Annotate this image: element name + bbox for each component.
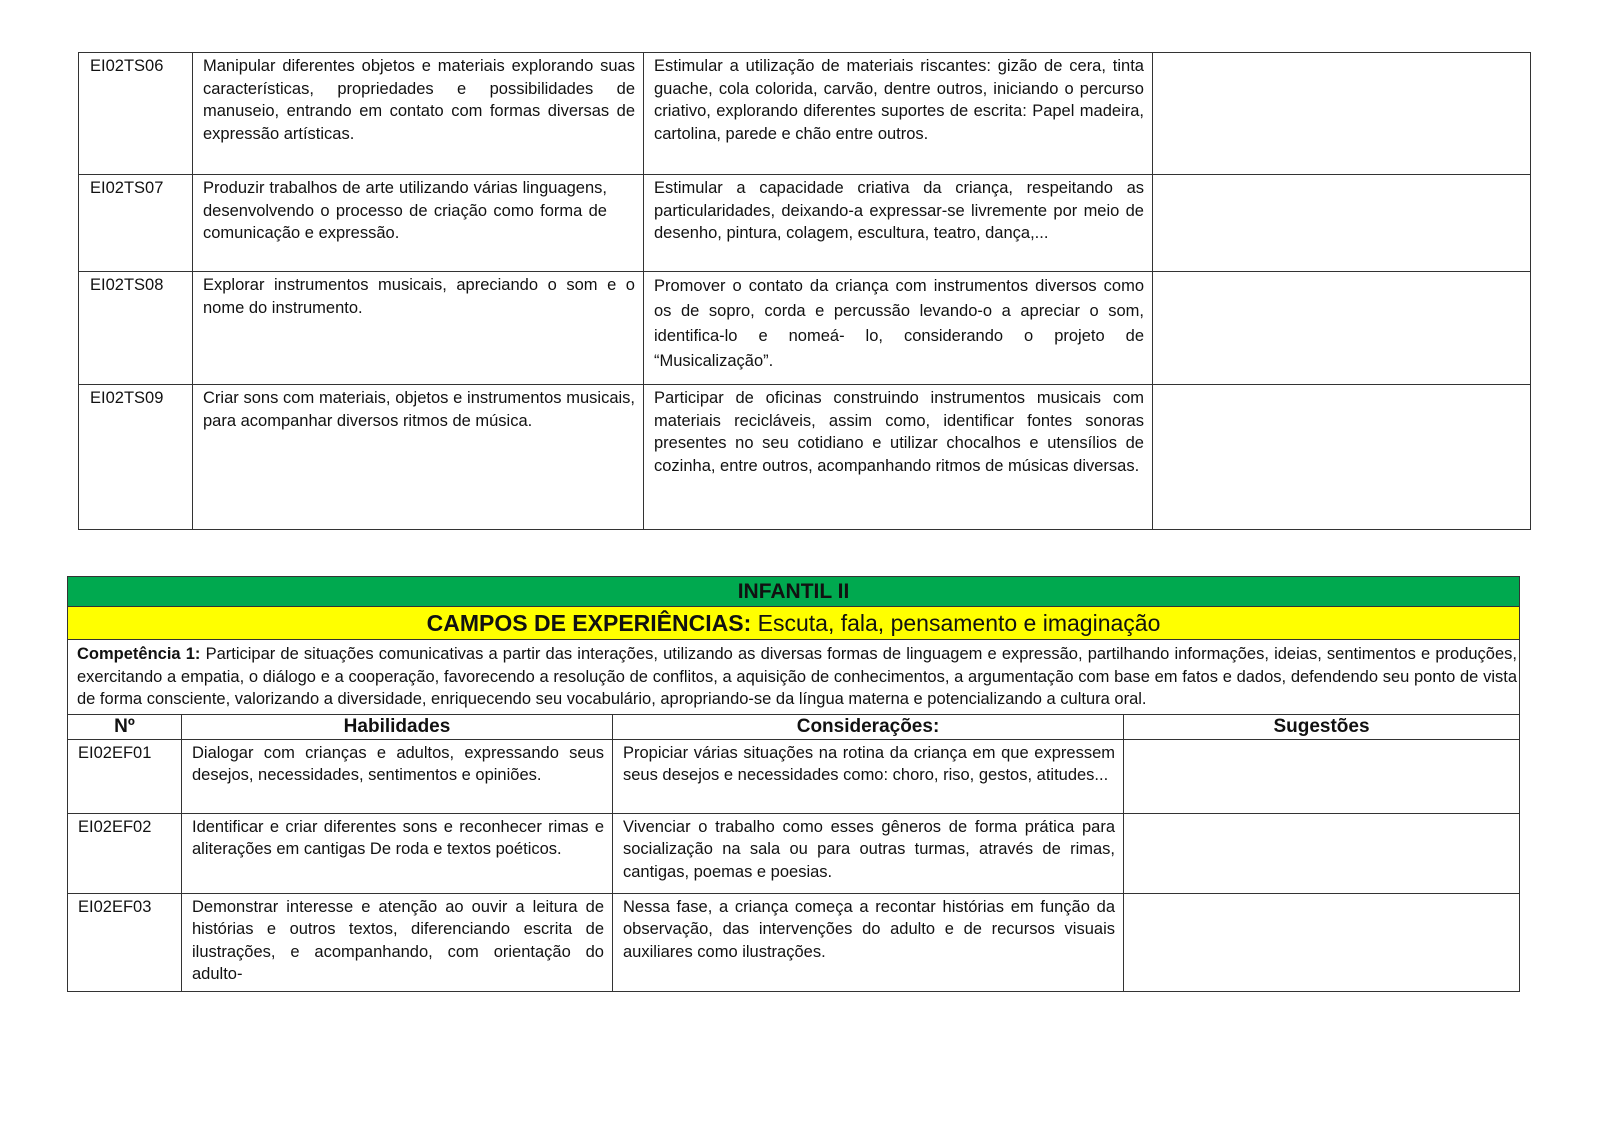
skill-code: EI02TS08 [79,272,193,385]
table-row [79,53,1531,175]
table-row [79,385,1531,530]
campos-label: CAMPOS DE EXPERIÊNCIAS: [426,610,752,636]
skill-suggestion [1153,175,1531,272]
table-row [68,739,1520,813]
header-sugestoes: Sugestões [1124,714,1520,739]
skill-suggestion [1153,385,1531,530]
skills-table-ef [67,576,1520,992]
competencia-label: Competência 1: [77,645,201,663]
skill-consideration: Nessa fase, a criança começa a recontar histórias em função da observação, das intervenções do adulto e de recursos visuais auxiliares como ilustrações. [613,893,1124,991]
skill-description: Demonstrar interesse e atenção ao ouvir a leitura de histórias e outros textos, diferenciando escrita de ilustrações, e acompanhando, com orientação do adulto- [182,893,613,991]
skill-consideration: Propiciar várias situações na rotina da criança em que expressem seus desejos e necessidades como: choro, riso, gestos, atitudes... [613,739,1124,813]
skill-code: EI02TS09 [79,385,193,530]
skill-description: Dialogar com crianças e adultos, expressando seus desejos, necessidades, sentimentos e opiniões. [182,739,613,813]
skill-suggestion [1153,272,1531,385]
skill-suggestion [1124,813,1520,893]
table-row [68,813,1520,893]
competencia-text: Participar de situações comunicativas a partir das interações, utilizando as diversas formas de linguagem e expressão, partilhando informações, ideias, sentimentos e produções, exercitando a empatia, o diálogo e a cooperação, favorecendo a resolução de conflitos, a aquisição de conhecimentos, a argumentação com base em fatos e dados, defendendo seu ponto de vista de forma consciente, valorizando a diversidade, enriquecendo seu vocabulário, apropriando-se da língua materna e potencializando a cultura oral. [77,645,1517,708]
table-row [68,893,1520,991]
skill-description: Manipular diferentes objetos e materiais explorando suas características, propriedades e possibilidades de manuseio, entrando em contato com formas diversas de expressão artísticas. [193,53,644,175]
skill-code: EI02EF03 [68,893,182,991]
skill-description: Identificar e criar diferentes sons e reconhecer rimas e aliterações em cantigas De roda e textos poéticos. [182,813,613,893]
skill-suggestion [1153,53,1531,175]
skills-table-ts [78,52,1531,530]
skill-consideration: Estimular a capacidade criativa da criança, respeitando as particularidades, deixando-a expressar-se livremente por meio de desenho, pintura, colagem, escultura, teatro, dança,... [644,175,1153,272]
header-numero: Nº [68,714,182,739]
skill-suggestion [1124,739,1520,813]
table-header-row [68,714,1520,739]
skill-code: EI02EF01 [68,739,182,813]
table-row [79,272,1531,385]
skill-consideration: Estimular a utilização de materiais riscantes: gizão de cera, tinta guache, cola colorida, carvão, dentre outros, iniciando o percurso criativo, explorando diferentes suportes de escrita: Papel madeira, cartolina, parede e chão entre outros. [644,53,1153,175]
competencia-block [68,640,1520,715]
skill-code: EI02TS06 [79,53,193,175]
skill-code: EI02TS07 [79,175,193,272]
skill-consideration: Promover o contato da criança com instrumentos diversos como os de sopro, corda e percussão levando-o a apreciar o som, identifica-lo e nomeá- lo, considerando o projeto de “Musicalização”. [644,272,1153,385]
skill-suggestion [1124,893,1520,991]
header-consideracoes: Considerações: [613,714,1124,739]
table-row [79,175,1531,272]
skill-description: Criar sons com materiais, objetos e instrumentos musicais, para acompanhar diversos ritmos de música. [193,385,644,530]
campos-banner [68,607,1520,640]
header-habilidades: Habilidades [182,714,613,739]
skill-description: Explorar instrumentos musicais, apreciando o som e o nome do instrumento. [193,272,644,385]
skill-description: Produzir trabalhos de arte utilizando várias linguagens, desenvolvendo o processo de criação como forma de comunicação e expressão. [193,175,644,272]
skill-code: EI02EF02 [68,813,182,893]
campos-value: Escuta, fala, pensamento e imaginação [751,610,1161,636]
level-banner: INFANTIL II [68,577,1520,607]
skill-consideration: Vivenciar o trabalho como esses gêneros de forma prática para socialização na sala ou para outras turmas, através de rimas, cantigas, poemas e poesias. [613,813,1124,893]
skill-consideration: Participar de oficinas construindo instrumentos musicais com materiais recicláveis, assim como, identificar fontes sonoras presentes no seu cotidiano e utilizar chocalhos e utensílios de cozinha, entre outros, acompanhando ritmos de músicas diversas. [644,385,1153,530]
